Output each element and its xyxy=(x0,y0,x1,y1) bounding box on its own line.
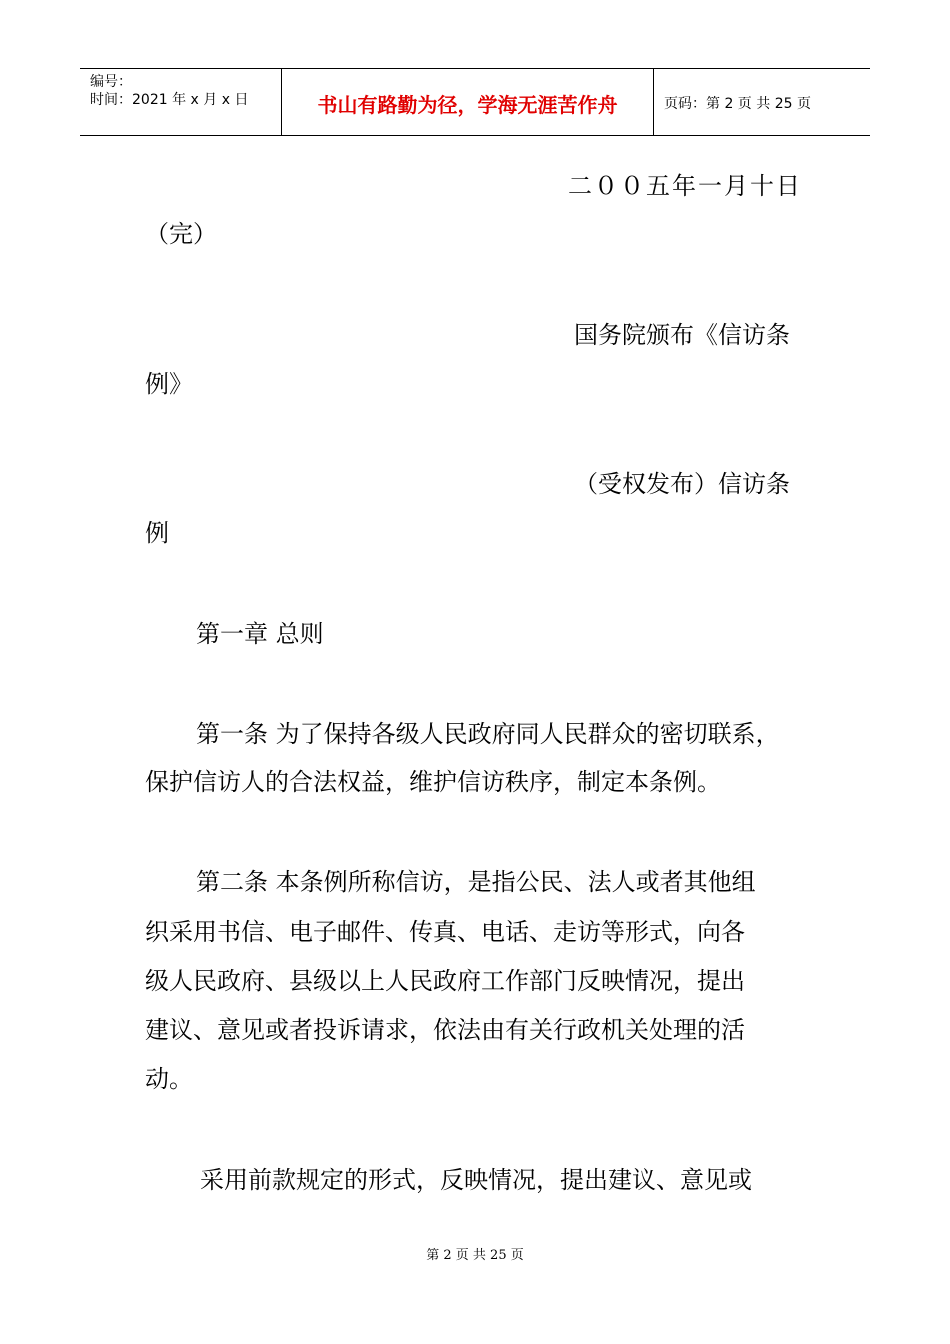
document-time-label: 时间：2021 年 x 月 x 日 xyxy=(90,92,249,108)
chapter-heading: 第一章 总则 xyxy=(196,620,324,648)
header-meta-cell xyxy=(80,69,281,135)
date-line: 二００五年一月十日 xyxy=(568,172,802,200)
end-mark: （完） xyxy=(145,220,217,248)
subtitle-line-1: （受权发布）信访条 xyxy=(574,470,790,498)
header-motto: 书山有路勤为径，学海无涯苦作舟 xyxy=(317,93,618,117)
document-header xyxy=(80,68,870,136)
header-page-info: 页码：第 2 页 共 25 页 xyxy=(664,96,811,112)
paragraph-line: 织采用书信、电子邮件、传真、电话、走访等形式，向各 xyxy=(145,918,745,946)
article-title-line-1: 国务院颁布《信访条 xyxy=(574,321,790,349)
document-number-label: 编号： xyxy=(90,74,132,90)
header-motto-cell xyxy=(281,69,654,135)
paragraph-line: 保护信访人的合法权益，维护信访秩序，制定本条例。 xyxy=(145,768,721,796)
article-title-line-2: 例》 xyxy=(145,370,193,398)
subtitle-line-2: 例 xyxy=(145,519,169,547)
paragraph-line: 第二条 本条例所称信访，是指公民、法人或者其他组 xyxy=(196,868,756,896)
paragraph-line: 级人民政府、县级以上人民政府工作部门反映情况，提出 xyxy=(145,967,745,995)
paragraph-line: 建议、意见或者投诉请求，依法由有关行政机关处理的活 xyxy=(145,1016,745,1044)
page-footer: 第 2 页 共 25 页 xyxy=(426,1248,524,1263)
paragraph-line: 第一条 为了保持各级人民政府同人民群众的密切联系， xyxy=(196,720,780,748)
header-page-cell xyxy=(654,69,870,135)
paragraph-line: 动。 xyxy=(145,1065,193,1093)
paragraph-line: 采用前款规定的形式，反映情况，提出建议、意见或 xyxy=(200,1166,752,1194)
